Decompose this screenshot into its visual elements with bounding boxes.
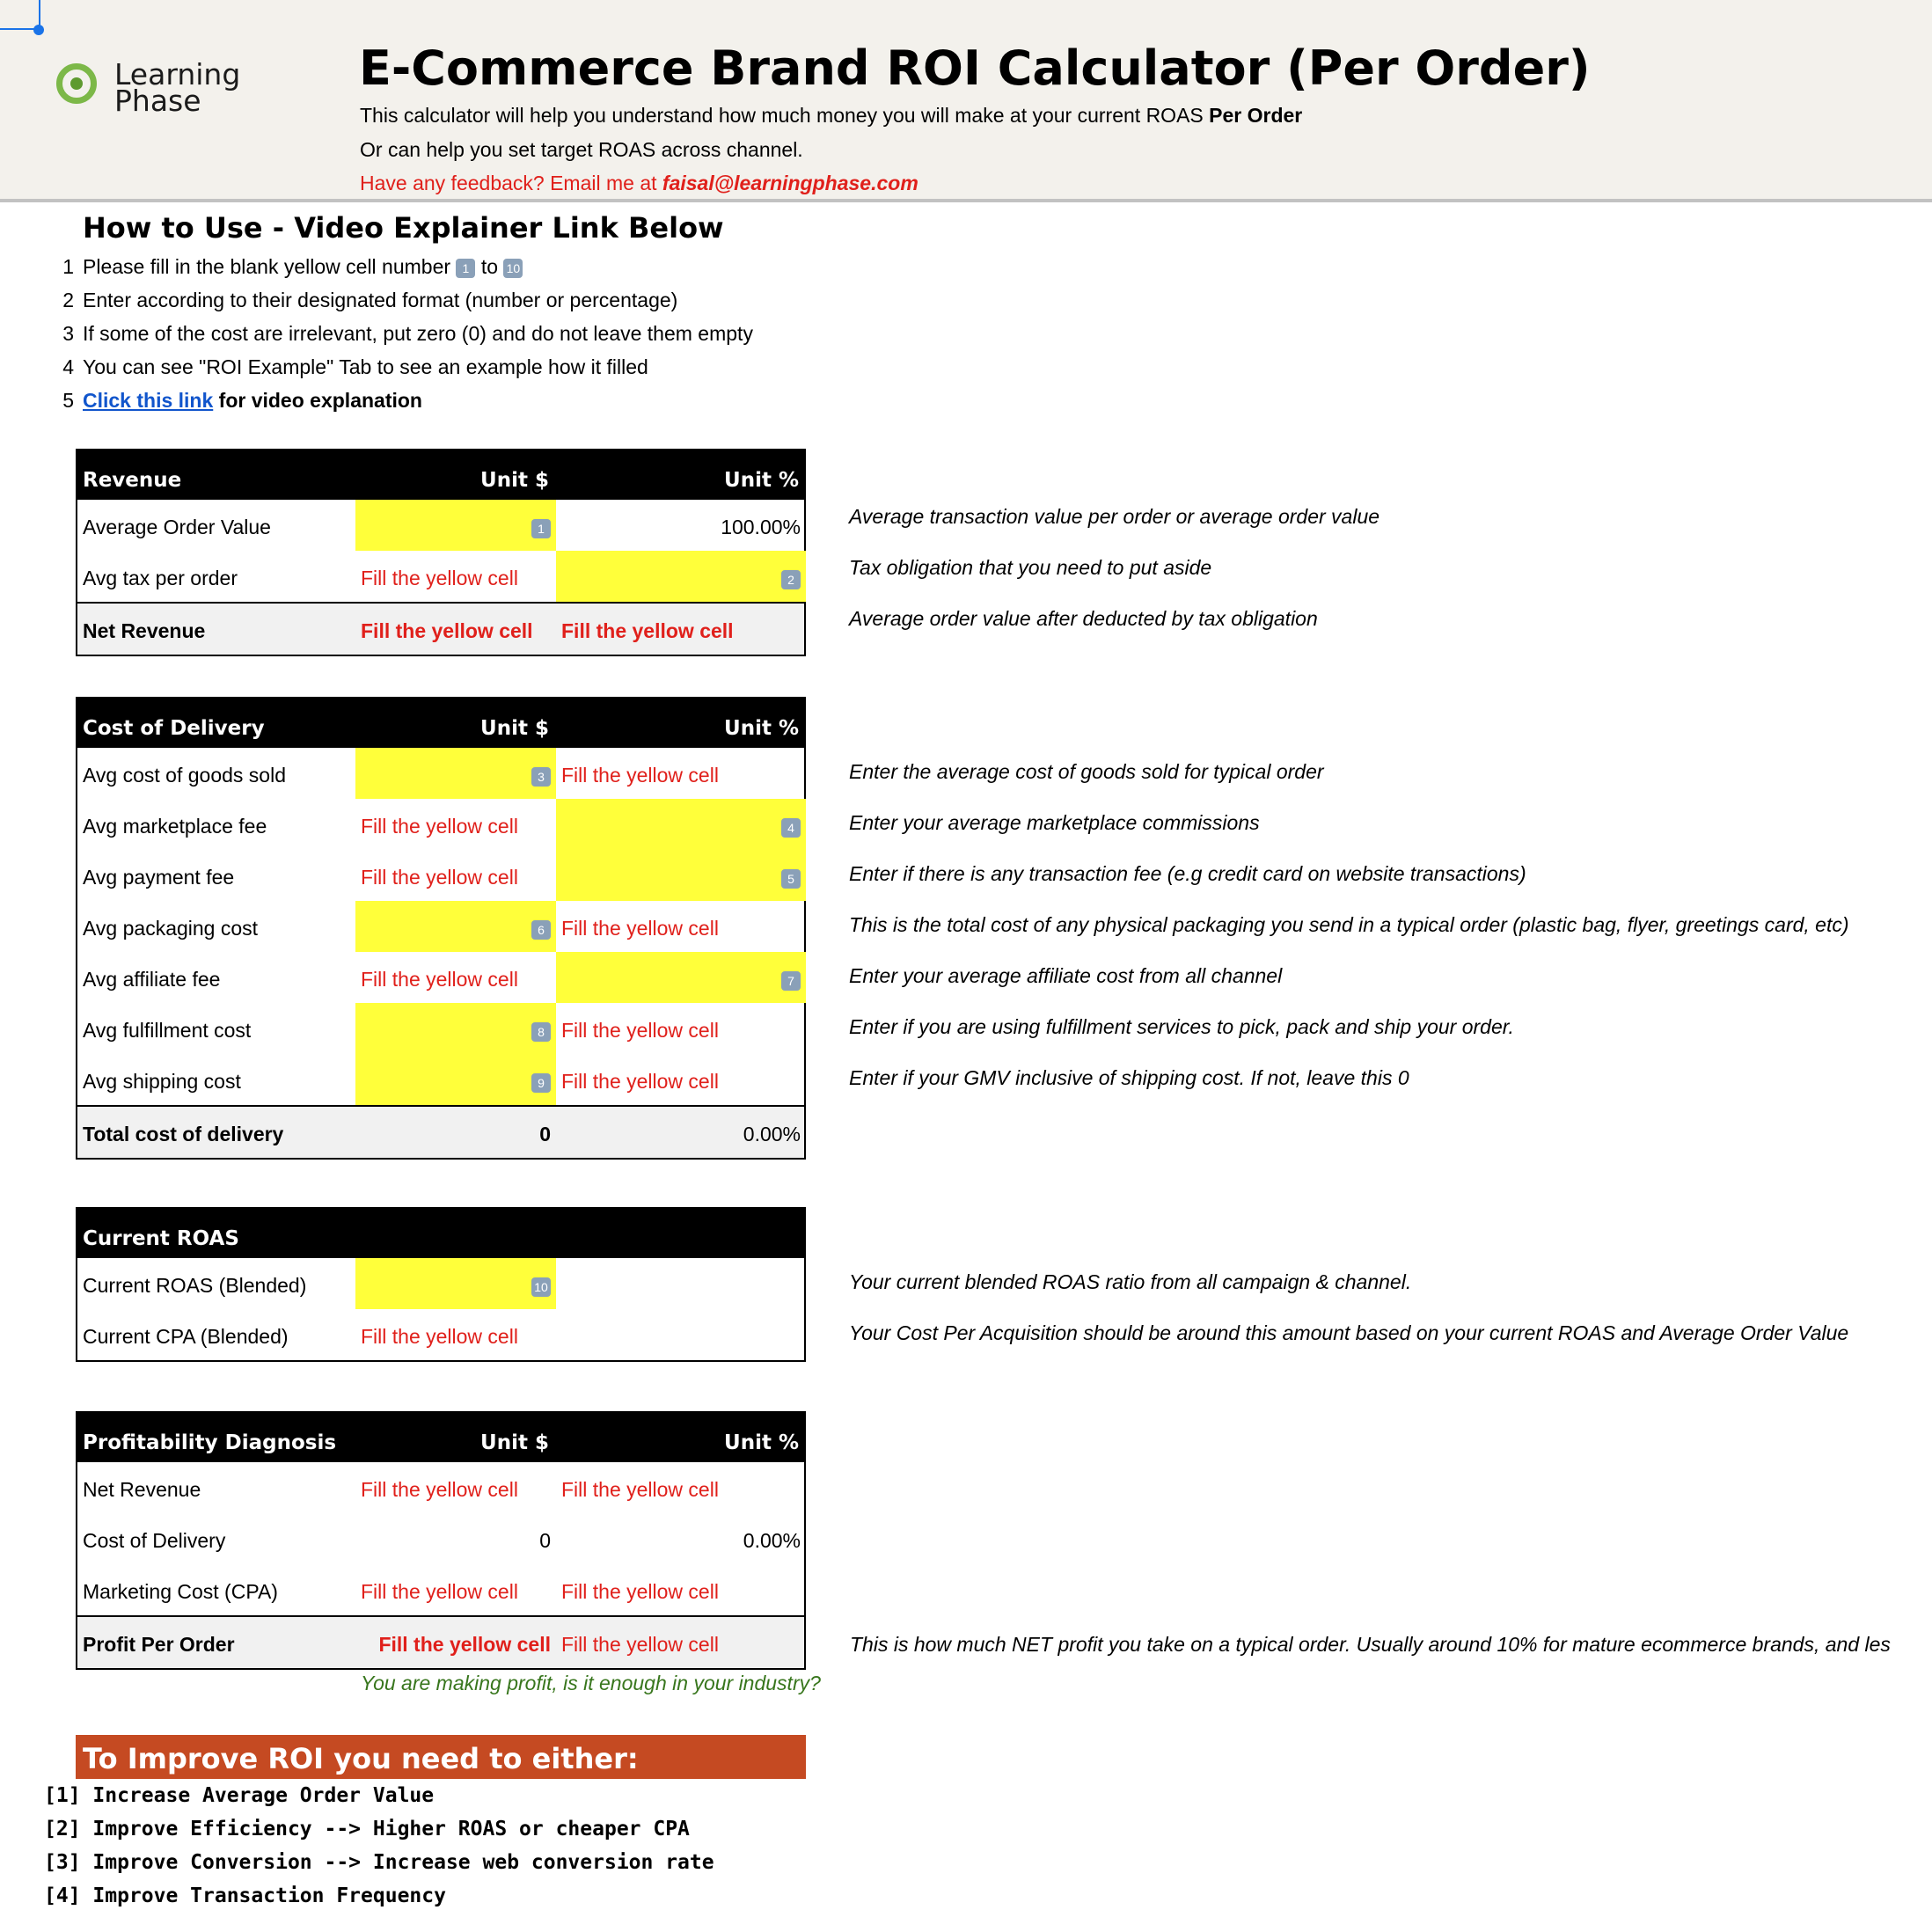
row-label: Avg shipping cost (83, 1070, 241, 1093)
value-percent: 0.00% (743, 1529, 801, 1552)
step-number: 5 (62, 389, 74, 412)
header-label: Current ROAS (83, 1227, 239, 1250)
row-description: Enter your average marketplace commissions (849, 811, 1260, 834)
input-cell-5[interactable] (556, 850, 806, 901)
feedback-text: Have any feedback? Email me at (360, 172, 662, 194)
value-dollar: Fill the yellow cell (361, 619, 533, 642)
row-label: Marketing Cost (CPA) (83, 1580, 278, 1603)
row-label: Net Revenue (83, 619, 206, 642)
table-header (77, 699, 804, 748)
row-label: Avg affiliate fee (83, 968, 221, 991)
table-row (77, 850, 804, 901)
step-number: 2 (62, 289, 74, 311)
value-percent: Fill the yellow cell (561, 1633, 719, 1656)
step-text: You can see "ROI Example" Tab to see an example how it filled (83, 355, 648, 378)
table-row (77, 1513, 804, 1564)
row-label: Profit Per Order (83, 1633, 235, 1656)
keycap-badge-icon: 2 (781, 570, 801, 589)
value-dollar: Fill the yellow cell (361, 1325, 518, 1348)
step-1 (0, 250, 880, 283)
value-dollar: Fill the yellow cell (361, 968, 518, 991)
row-description: This is the total cost of any physical packaging you send in a typical order (plastic bag, flyer, greetings card, etc) (849, 913, 1849, 936)
value-percent: Fill the yellow cell (561, 1070, 719, 1093)
value-percent: 100.00% (721, 516, 801, 538)
step-2 (0, 283, 880, 317)
step-5-text: for video explanation (213, 389, 422, 412)
keycap-badge-icon: 1 (531, 519, 551, 538)
row-label: Avg packaging cost (83, 917, 259, 940)
table-total-row (77, 1105, 804, 1158)
step-3 (0, 317, 880, 350)
value-dollar: Fill the yellow cell (378, 1633, 551, 1656)
row-label: Avg payment fee (83, 866, 235, 889)
table-row (77, 901, 804, 952)
header-unit-percent: Unit % (724, 469, 799, 492)
row-label: Avg marketplace fee (83, 815, 267, 838)
row-description: Enter if there is any transaction fee (e.g credit card on website transactions) (849, 862, 1526, 885)
step-1-text-start: Please fill in the blank yellow cell number (83, 255, 457, 278)
step-1-text-mid: to (475, 255, 504, 278)
step-number: 3 (62, 322, 74, 345)
step-text: Enter according to their designated format (number or percentage) (83, 289, 678, 311)
logo-text (114, 57, 241, 118)
cost-of-delivery-table (76, 697, 806, 1160)
value-percent: Fill the yellow cell (561, 1580, 719, 1603)
value-percent: Fill the yellow cell (561, 764, 719, 787)
row-description: Average transaction value per order or average order value (849, 505, 1380, 528)
row-label: Cost of Delivery (83, 1529, 226, 1552)
row-label: Avg fulfillment cost (83, 1019, 252, 1042)
row-description: Your Cost Per Acquisition should be around this amount based on your current ROAS and Average Order Value (849, 1321, 1849, 1344)
table-header (77, 1413, 804, 1462)
header-line-1-bold: Per Order (1209, 104, 1303, 127)
improve-item: [4] Improve Transaction Frequency (44, 1884, 446, 1907)
step-5 (0, 384, 880, 417)
keycap-badge-icon: 4 (781, 818, 801, 838)
improve-item: [2] Improve Efficiency --> Higher ROAS or cheaper CPA (44, 1818, 690, 1841)
value-percent: Fill the yellow cell (561, 1478, 719, 1501)
howto-title: How to Use - Video Explainer Link Below (83, 211, 724, 245)
row-description: This is how much NET profit you take on a typical order. Usually around 10% for mature ecommerce brands, and les (850, 1633, 1891, 1656)
value-dollar: Fill the yellow cell (361, 1580, 518, 1603)
header-label: Profitability Diagnosis (83, 1431, 337, 1454)
keycap-badge-icon: 1 (456, 259, 475, 278)
table-header (77, 1209, 804, 1258)
table-total-row (77, 602, 804, 655)
current-roas-table (76, 1207, 806, 1362)
value-percent: 0.00% (743, 1123, 801, 1145)
value-percent: Fill the yellow cell (561, 619, 734, 642)
profit-status-note: You are making profit, is it enough in your industry? (361, 1672, 821, 1694)
table-total-row (77, 1615, 804, 1668)
keycap-badge-icon: 6 (531, 920, 551, 940)
row-label: Total cost of delivery (83, 1123, 284, 1145)
input-cell-4[interactable] (556, 799, 806, 850)
step-text (83, 250, 523, 283)
table-row (77, 500, 804, 551)
header-unit-percent: Unit % (724, 1431, 799, 1454)
table-row (77, 1309, 804, 1360)
step-text (83, 384, 422, 417)
input-cell-10[interactable] (355, 1258, 556, 1309)
header-divider (0, 199, 1932, 202)
keycap-badge-icon: 10 (531, 1277, 551, 1297)
row-label: Net Revenue (83, 1478, 201, 1501)
row-label: Current CPA (Blended) (83, 1325, 289, 1348)
improve-item: [3] Improve Conversion --> Increase web conversion rate (44, 1851, 714, 1874)
row-description: Your current blended ROAS ratio from all campaign & channel. (849, 1270, 1412, 1293)
input-cell-6[interactable] (355, 901, 556, 952)
value-dollar: Fill the yellow cell (361, 1478, 518, 1501)
learning-phase-logo-icon (56, 63, 97, 104)
profitability-diagnosis-table (76, 1411, 806, 1670)
logo-line-1: Learning (114, 57, 241, 91)
input-cell-2[interactable] (556, 551, 806, 602)
table-row (77, 1054, 804, 1105)
input-cell-8[interactable] (355, 1003, 556, 1054)
row-label: Avg cost of goods sold (83, 764, 286, 787)
keycap-badge-icon: 10 (503, 259, 523, 278)
input-cell-1[interactable] (355, 500, 556, 551)
row-label: Average Order Value (83, 516, 271, 538)
input-cell-9[interactable] (355, 1054, 556, 1105)
header-label: Revenue (83, 469, 182, 492)
value-percent: Fill the yellow cell (561, 917, 719, 940)
row-description: Enter your average affiliate cost from all channel (849, 964, 1283, 987)
value-dollar: 0 (539, 1529, 551, 1552)
page-title: E-Commerce Brand ROI Calculator (Per Order) (359, 40, 1591, 96)
table-header (77, 450, 804, 500)
feedback-line (360, 172, 918, 195)
feedback-email[interactable]: faisal@learningphase.com (662, 172, 918, 194)
step-text: If some of the cost are irrelevant, put zero (0) and do not leave them empty (83, 322, 753, 345)
value-dollar: Fill the yellow cell (361, 866, 518, 889)
table-row (77, 551, 804, 602)
revenue-table (76, 449, 806, 656)
value-percent: Fill the yellow cell (561, 1019, 719, 1042)
row-label: Current ROAS (Blended) (83, 1274, 307, 1297)
keycap-badge-icon: 5 (781, 869, 801, 889)
header-unit-dollar: Unit $ (480, 717, 549, 740)
row-description: Enter if your GMV inclusive of shipping cost. If not, leave this 0 (849, 1066, 1409, 1089)
table-row (77, 1258, 804, 1309)
table-row (77, 1564, 804, 1615)
header-unit-dollar: Unit $ (480, 1431, 549, 1454)
row-description: Average order value after deducted by tax obligation (849, 607, 1318, 630)
input-cell-7[interactable] (556, 952, 806, 1003)
step-number: 4 (62, 355, 74, 378)
value-dollar: Fill the yellow cell (361, 815, 518, 838)
row-description: Enter the average cost of goods sold for typical order (849, 760, 1324, 783)
row-description: Enter if you are using fulfillment services to pick, pack and ship your order. (849, 1015, 1514, 1038)
improve-item: [1] Increase Average Order Value (44, 1784, 435, 1807)
input-cell-3[interactable] (355, 748, 556, 799)
keycap-badge-icon: 8 (531, 1022, 551, 1042)
table-row (77, 799, 804, 850)
value-dollar: 0 (539, 1123, 551, 1145)
value-dollar: Fill the yellow cell (361, 567, 518, 589)
row-description: Tax obligation that you need to put aside (849, 556, 1212, 579)
row-label: Avg tax per order (83, 567, 238, 589)
video-explanation-link[interactable]: Click this link (83, 389, 214, 412)
logo-line-2: Phase (114, 84, 201, 118)
step-number: 1 (62, 255, 74, 278)
table-row (77, 748, 804, 799)
improve-roi-banner: To Improve ROI you need to either: (76, 1735, 806, 1779)
header-line-1-text: This calculator will help you understand how much money you will make at your current ROAS (360, 104, 1210, 127)
selection-dot[interactable] (33, 25, 44, 35)
header-line-1 (360, 104, 1302, 128)
keycap-badge-icon: 3 (531, 767, 551, 787)
header-unit-dollar: Unit $ (480, 469, 549, 492)
header-banner (0, 0, 1932, 201)
table-row (77, 1462, 804, 1513)
header-label: Cost of Delivery (83, 717, 265, 740)
step-4 (0, 350, 880, 384)
table-row (77, 1003, 804, 1054)
header-unit-percent: Unit % (724, 717, 799, 740)
keycap-badge-icon: 7 (781, 971, 801, 991)
header-line-2: Or can help you set target ROAS across channel. (360, 138, 803, 161)
table-row (77, 952, 804, 1003)
keycap-badge-icon: 9 (531, 1073, 551, 1093)
